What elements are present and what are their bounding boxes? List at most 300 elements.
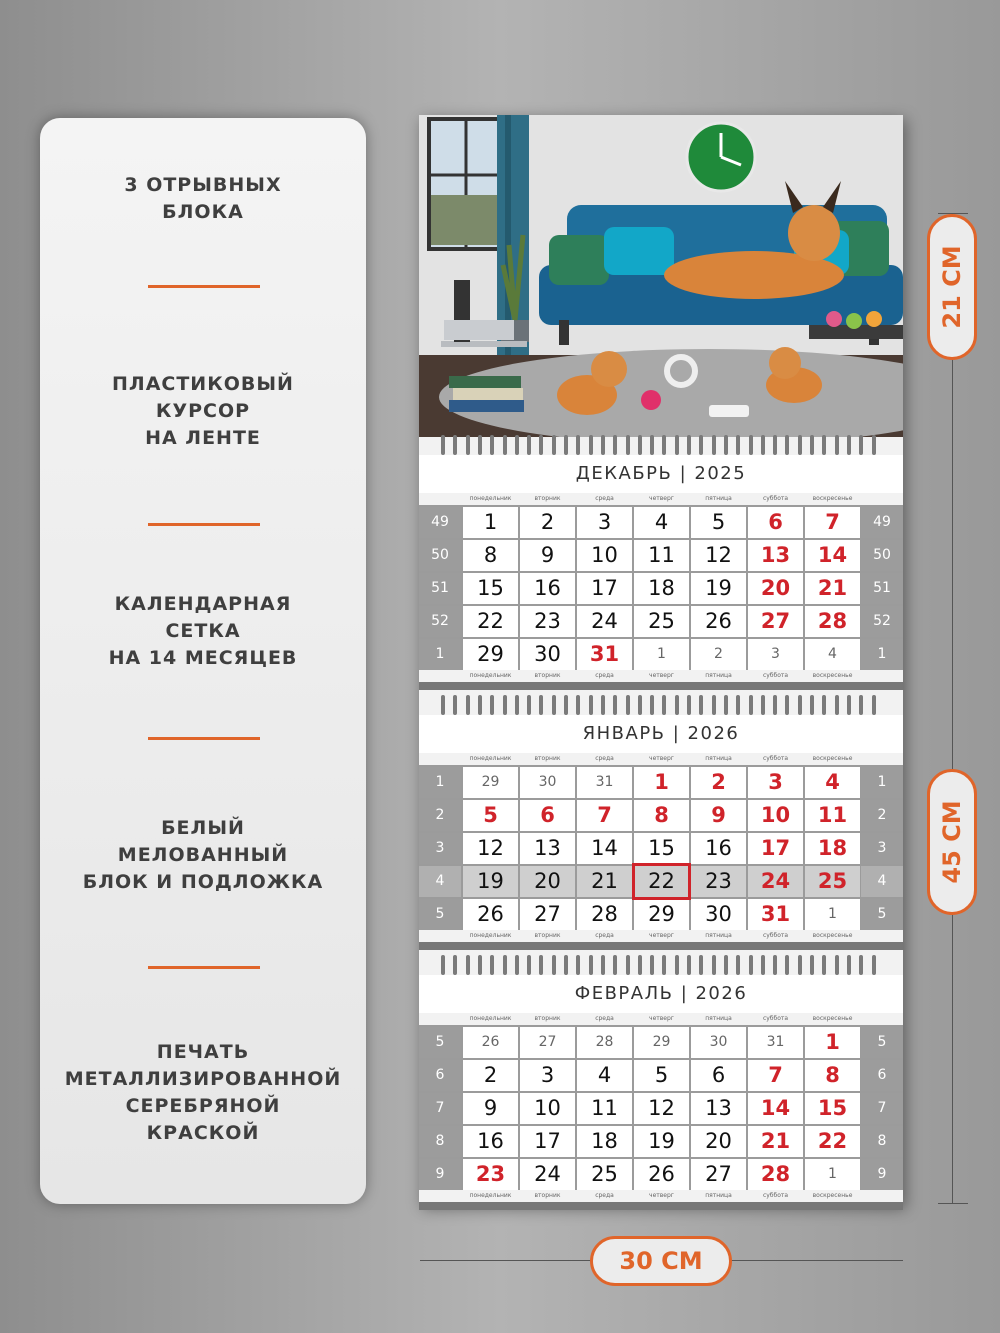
weekday-label: понедельник: [469, 1015, 512, 1022]
day-cell: 7: [748, 1060, 803, 1091]
feature-line: КУРСОР: [155, 400, 251, 422]
ring: [761, 435, 765, 455]
ring: [847, 695, 851, 715]
ring: [576, 435, 580, 455]
ring: [638, 695, 642, 715]
day-cell: 21: [805, 573, 860, 604]
day-cell: 1: [805, 1027, 860, 1058]
day-cell: 16: [691, 833, 746, 864]
day-cell: 15: [463, 573, 518, 604]
day-cell: 8: [463, 540, 518, 571]
day-cell: 10: [748, 800, 803, 831]
week-number: 49: [861, 507, 903, 538]
day-cell: 31: [577, 639, 632, 670]
day-cell: 1: [634, 639, 689, 670]
ring: [736, 695, 740, 715]
ring: [822, 955, 826, 975]
day-cell: 17: [577, 573, 632, 604]
ring: [662, 955, 666, 975]
day-cell: 19: [691, 573, 746, 604]
day-cell: 30: [691, 899, 746, 930]
week-number: 52: [419, 606, 461, 637]
day-cell: 19: [463, 866, 518, 897]
day-cell: 14: [805, 540, 860, 571]
weekday-label: четверг: [649, 495, 674, 502]
day-cell: 9: [520, 540, 575, 571]
feature-line: БЛОК И ПОДЛОЖКА: [82, 871, 324, 893]
weekday-label: суббота: [762, 1015, 789, 1022]
day-cell: 31: [577, 767, 632, 798]
week-number: 1: [861, 767, 903, 798]
month-grid: [419, 1025, 903, 1190]
feature-line: ПЛАСТИКОВЫЙ: [112, 373, 294, 395]
day-cell: 11: [577, 1093, 632, 1124]
day-cell: 15: [634, 833, 689, 864]
weekday-label: суббота: [762, 1192, 789, 1199]
divider: [148, 966, 260, 969]
ring: [638, 955, 642, 975]
day-cell: 22: [634, 866, 689, 897]
ring: [515, 435, 519, 455]
day-cell: 16: [463, 1126, 518, 1157]
ring: [527, 695, 531, 715]
week-number: 5: [861, 899, 903, 930]
day-cell: 18: [577, 1126, 632, 1157]
ring: [687, 695, 691, 715]
ring: [626, 955, 630, 975]
month-header: [419, 975, 903, 1013]
day-cell: 20: [691, 1126, 746, 1157]
ring: [847, 955, 851, 975]
ring: [539, 955, 543, 975]
month-grid: [419, 505, 903, 670]
ring: [589, 955, 593, 975]
day-cell: 19: [634, 1126, 689, 1157]
ring: [675, 435, 679, 455]
ring: [785, 955, 789, 975]
ring: [453, 955, 457, 975]
ring: [749, 435, 753, 455]
weekday-label: пятница: [705, 755, 732, 762]
ring: [798, 695, 802, 715]
week-number: 1: [419, 767, 461, 798]
feature-line: БЛОКА: [162, 201, 244, 223]
width-badge: [590, 1236, 732, 1286]
weekday-label: суббота: [762, 932, 789, 939]
ring: [441, 695, 445, 715]
day-cell: 11: [634, 540, 689, 571]
week-number: 4: [861, 866, 903, 897]
day-cell: 5: [634, 1060, 689, 1091]
day-cell: 15: [805, 1093, 860, 1124]
weekday-label: пятница: [705, 495, 732, 502]
ring: [564, 955, 568, 975]
day-cell: 27: [748, 606, 803, 637]
ring: [798, 955, 802, 975]
month-header: [419, 455, 903, 493]
day-cell: 9: [691, 800, 746, 831]
feature-line: НА 14 МЕСЯЦЕВ: [108, 647, 298, 669]
ring: [773, 955, 777, 975]
week-number: 5: [419, 899, 461, 930]
month-title: ФЕВРАЛЬ | 2026: [574, 983, 748, 1004]
weekday-label: понедельник: [469, 1192, 512, 1199]
calendar-photo: [419, 115, 903, 437]
day-cell: 25: [805, 866, 860, 897]
day-cell: 26: [634, 1159, 689, 1190]
ring: [478, 955, 482, 975]
day-cell: 5: [463, 800, 518, 831]
feature-line: КАЛЕНДАРНАЯ: [114, 593, 292, 615]
day-cell: 2: [463, 1060, 518, 1091]
day-cell: 29: [634, 899, 689, 930]
ring: [798, 435, 802, 455]
day-cell: 3: [577, 507, 632, 538]
ring: [822, 695, 826, 715]
ring: [675, 695, 679, 715]
ring: [835, 695, 839, 715]
weekday-label: воскресенье: [812, 495, 853, 502]
day-cell: 30: [520, 767, 575, 798]
day-cell: 12: [691, 540, 746, 571]
ring: [859, 955, 863, 975]
day-cell: 1: [805, 1159, 860, 1190]
day-cell: 18: [805, 833, 860, 864]
ring: [785, 435, 789, 455]
day-cell: 31: [748, 1027, 803, 1058]
day-cell: 24: [520, 1159, 575, 1190]
day-cell: 6: [520, 800, 575, 831]
ring: [810, 695, 814, 715]
ring: [478, 435, 482, 455]
ring: [835, 435, 839, 455]
ring: [712, 695, 716, 715]
ring: [822, 435, 826, 455]
ring: [761, 695, 765, 715]
week-number: 1: [861, 639, 903, 670]
weekday-label: воскресенье: [812, 672, 853, 679]
ring: [872, 695, 876, 715]
ring: [564, 695, 568, 715]
ring: [835, 955, 839, 975]
ring: [552, 955, 556, 975]
month-title: ЯНВАРЬ | 2026: [582, 723, 740, 744]
ring: [601, 955, 605, 975]
weekday-label: четверг: [649, 672, 674, 679]
ring: [503, 955, 507, 975]
day-cell: 27: [520, 899, 575, 930]
weekday-label: воскресенье: [812, 932, 853, 939]
ring: [539, 435, 543, 455]
ring: [675, 955, 679, 975]
day-cell: 18: [634, 573, 689, 604]
day-cell: 17: [748, 833, 803, 864]
block-bottom-strip: [419, 942, 903, 950]
day-cell: 25: [634, 606, 689, 637]
ring: [773, 695, 777, 715]
ring: [872, 955, 876, 975]
day-cell: 27: [691, 1159, 746, 1190]
feature-item: [40, 1039, 366, 1147]
ring: [638, 435, 642, 455]
feature-line: СЕРЕБРЯНОЙ: [125, 1095, 281, 1117]
day-cell: 2: [520, 507, 575, 538]
ring: [810, 955, 814, 975]
day-cell: 22: [463, 606, 518, 637]
dimension-tick: [938, 1203, 968, 1204]
day-cell: 20: [520, 866, 575, 897]
ring: [810, 435, 814, 455]
day-cell: 9: [463, 1093, 518, 1124]
day-cell: 12: [463, 833, 518, 864]
total-height-label: 45 СМ: [938, 800, 966, 884]
ring: [650, 955, 654, 975]
weekday-label: понедельник: [469, 672, 512, 679]
week-number: 2: [419, 800, 461, 831]
feature-item: [40, 815, 366, 896]
day-cell: 5: [691, 507, 746, 538]
ring: [736, 955, 740, 975]
ring: [699, 955, 703, 975]
weekday-label: среда: [595, 495, 614, 502]
week-number: 3: [861, 833, 903, 864]
weekday-label: среда: [595, 672, 614, 679]
weekday-label: вторник: [534, 495, 561, 502]
day-cell: 30: [691, 1027, 746, 1058]
day-cell: 2: [691, 639, 746, 670]
top-height-badge: [927, 214, 977, 360]
ring: [736, 435, 740, 455]
month-block: [419, 957, 903, 1209]
day-cell: 27: [520, 1027, 575, 1058]
day-cell: 26: [463, 899, 518, 930]
ring: [490, 955, 494, 975]
day-cell: 12: [634, 1093, 689, 1124]
weekday-label: пятница: [705, 1192, 732, 1199]
feature-line: НА ЛЕНТЕ: [145, 427, 261, 449]
weekday-label: пятница: [705, 1015, 732, 1022]
day-cell: 29: [463, 767, 518, 798]
day-cell: 23: [463, 1159, 518, 1190]
week-number: 9: [861, 1159, 903, 1190]
weekday-label: вторник: [534, 1192, 561, 1199]
weekday-label: понедельник: [469, 495, 512, 502]
ring: [761, 955, 765, 975]
ring: [650, 695, 654, 715]
ring: [466, 955, 470, 975]
ring: [564, 435, 568, 455]
week-number: 50: [861, 540, 903, 571]
week-number: 6: [419, 1060, 461, 1091]
day-cell: 4: [634, 507, 689, 538]
feature-line: МЕТАЛЛИЗИРОВАННОЙ: [64, 1068, 342, 1090]
ring: [626, 435, 630, 455]
ring: [724, 695, 728, 715]
week-number: 2: [861, 800, 903, 831]
day-cell: 26: [691, 606, 746, 637]
week-number: 5: [419, 1027, 461, 1058]
ring: [650, 435, 654, 455]
day-cell: 3: [748, 767, 803, 798]
ring: [527, 955, 531, 975]
weekday-label: воскресенье: [812, 1015, 853, 1022]
feature-line: 3 ОТРЫВНЫХ: [124, 174, 282, 196]
day-cell: 1: [805, 899, 860, 930]
divider: [148, 523, 260, 526]
ring: [441, 955, 445, 975]
week-number: 9: [419, 1159, 461, 1190]
week-number: 7: [419, 1093, 461, 1124]
day-cell: 21: [748, 1126, 803, 1157]
weekday-label: пятница: [705, 932, 732, 939]
weekday-label: вторник: [534, 932, 561, 939]
ring: [478, 695, 482, 715]
month-block: [419, 437, 903, 689]
ring: [699, 695, 703, 715]
ring: [613, 955, 617, 975]
month-header: [419, 715, 903, 753]
ring: [699, 435, 703, 455]
ring: [687, 435, 691, 455]
block-bottom-strip: [419, 1202, 903, 1210]
weekday-label: суббота: [762, 495, 789, 502]
week-number: 8: [861, 1126, 903, 1157]
weekday-label: среда: [595, 755, 614, 762]
day-cell: 4: [805, 639, 860, 670]
ring: [527, 435, 531, 455]
week-number: 51: [861, 573, 903, 604]
day-cell: 1: [634, 767, 689, 798]
day-cell: 28: [577, 1027, 632, 1058]
wall-calendar: [419, 115, 903, 1205]
day-cell: 28: [577, 899, 632, 930]
day-cell: 30: [520, 639, 575, 670]
feature-line: СЕТКА: [165, 620, 241, 642]
day-cell: 7: [805, 507, 860, 538]
total-height-badge: [927, 769, 977, 915]
day-cell: 14: [748, 1093, 803, 1124]
weekday-label: понедельник: [469, 932, 512, 939]
ring: [687, 955, 691, 975]
day-cell: 11: [805, 800, 860, 831]
weekday-label: среда: [595, 932, 614, 939]
weekday-label: вторник: [534, 1015, 561, 1022]
ring: [613, 695, 617, 715]
day-cell: 2: [691, 767, 746, 798]
weekday-label: четверг: [649, 755, 674, 762]
ring: [662, 695, 666, 715]
week-number: 5: [861, 1027, 903, 1058]
cursor-marker[interactable]: [632, 863, 691, 900]
ring: [589, 435, 593, 455]
ring: [576, 695, 580, 715]
week-number: 4: [419, 866, 461, 897]
ring: [466, 435, 470, 455]
ring: [503, 435, 507, 455]
ring: [662, 435, 666, 455]
day-cell: 29: [634, 1027, 689, 1058]
day-cell: 23: [691, 866, 746, 897]
day-cell: 6: [748, 507, 803, 538]
day-cell: 4: [805, 767, 860, 798]
day-cell: 14: [577, 833, 632, 864]
day-cell: 16: [520, 573, 575, 604]
ring: [515, 955, 519, 975]
week-number: 8: [419, 1126, 461, 1157]
weekday-label: понедельник: [469, 755, 512, 762]
weekday-label: воскресенье: [812, 755, 853, 762]
ring: [441, 435, 445, 455]
day-cell: 10: [520, 1093, 575, 1124]
day-cell: 24: [748, 866, 803, 897]
weekday-label: четверг: [649, 1192, 674, 1199]
ring: [724, 435, 728, 455]
divider: [148, 285, 260, 288]
ring: [626, 695, 630, 715]
ring: [859, 435, 863, 455]
day-cell: 7: [577, 800, 632, 831]
ring: [490, 695, 494, 715]
day-cell: 25: [577, 1159, 632, 1190]
ring: [453, 695, 457, 715]
ring: [773, 435, 777, 455]
ring: [724, 955, 728, 975]
ring: [601, 695, 605, 715]
day-cell: 4: [577, 1060, 632, 1091]
weekday-label: среда: [595, 1192, 614, 1199]
feature-line: КРАСКОЙ: [146, 1122, 260, 1144]
ring: [552, 695, 556, 715]
top-height-label: 21 СМ: [938, 245, 966, 329]
day-cell: 28: [805, 606, 860, 637]
feature-item: [40, 172, 366, 226]
block-bottom-strip: [419, 682, 903, 690]
week-number: 51: [419, 573, 461, 604]
month-grid: [419, 765, 903, 930]
day-cell: 6: [691, 1060, 746, 1091]
ring: [859, 695, 863, 715]
weekday-label: воскресенье: [812, 1192, 853, 1199]
week-number: 49: [419, 507, 461, 538]
ring: [785, 695, 789, 715]
day-cell: 20: [748, 573, 803, 604]
day-cell: 23: [520, 606, 575, 637]
week-number: 1: [419, 639, 461, 670]
ring: [601, 435, 605, 455]
month-title: ДЕКАБРЬ | 2025: [575, 463, 747, 484]
day-cell: 26: [463, 1027, 518, 1058]
ring: [576, 955, 580, 975]
ring: [712, 955, 716, 975]
week-number: 50: [419, 540, 461, 571]
day-cell: 13: [691, 1093, 746, 1124]
day-cell: 29: [463, 639, 518, 670]
week-number: 6: [861, 1060, 903, 1091]
width-label: 30 СМ: [619, 1247, 703, 1275]
day-cell: 8: [634, 800, 689, 831]
day-cell: 1: [463, 507, 518, 538]
weekday-label: пятница: [705, 672, 732, 679]
binding-rings: [441, 435, 881, 455]
ring: [503, 695, 507, 715]
ring: [515, 695, 519, 715]
feature-line: ПЕЧАТЬ: [156, 1041, 250, 1063]
feature-item: [40, 371, 366, 452]
ring: [453, 435, 457, 455]
ring: [490, 435, 494, 455]
day-cell: 24: [577, 606, 632, 637]
ring: [749, 955, 753, 975]
